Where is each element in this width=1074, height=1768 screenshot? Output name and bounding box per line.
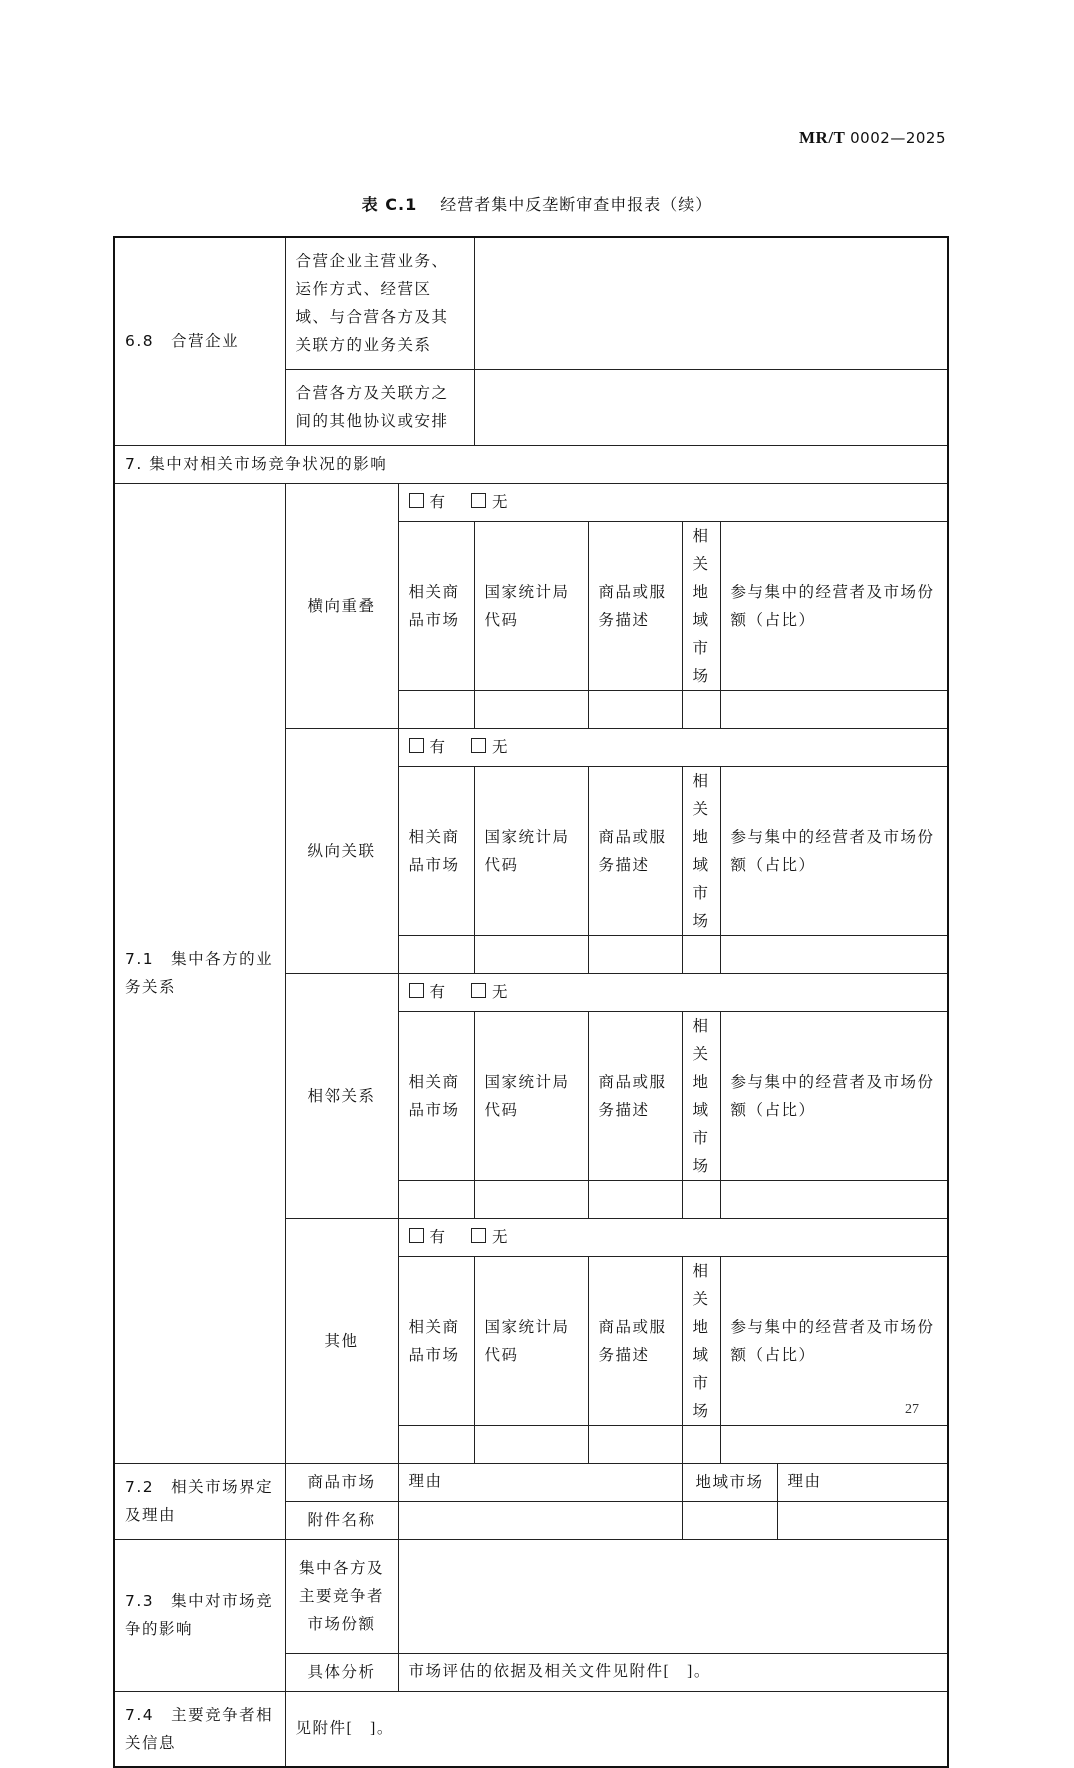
jv-business-value[interactable] xyxy=(474,237,948,369)
section-7-2-title: 7.2 相关市场界定及理由 xyxy=(114,1463,285,1539)
col-header-market-share: 参与集中的经营者及市场份额（占比） xyxy=(720,766,948,935)
section-7-4-title: 7.4 主要竞争者相关信息 xyxy=(114,1691,285,1767)
data-cell[interactable] xyxy=(720,1425,948,1463)
data-cell[interactable] xyxy=(398,935,474,973)
data-cell[interactable] xyxy=(720,690,948,728)
col-header-geo-market: 相关地域市场 xyxy=(682,766,720,935)
col-header-stats-code: 国家统计局代码 xyxy=(474,1011,588,1180)
caption-title: 经营者集中反垄断审查申报表（续） xyxy=(440,195,713,214)
checkbox-yes[interactable] xyxy=(409,738,447,756)
group-horizontal-overlap: 横向重叠 xyxy=(285,483,398,728)
col-header-geo-market: 相关地域市场 xyxy=(682,1011,720,1180)
declaration-form-table xyxy=(113,236,949,1768)
data-cell[interactable] xyxy=(682,935,720,973)
checkbox-yes-label: 有 xyxy=(429,738,447,756)
market-share-value[interactable] xyxy=(398,1539,948,1653)
market-share-label: 集中各方及主要竞争者市场份额 xyxy=(285,1539,398,1653)
standard-number xyxy=(799,128,946,148)
col-header-geo-market: 相关地域市场 xyxy=(682,521,720,690)
data-cell[interactable] xyxy=(720,935,948,973)
checkbox-no[interactable] xyxy=(471,1228,509,1246)
col-header-market-share: 参与集中的经营者及市场份额（占比） xyxy=(720,1011,948,1180)
jv-agreements-value[interactable] xyxy=(474,369,948,445)
standard-prefix: MR/T xyxy=(799,128,846,147)
jv-business-label: 合营企业主营业务、运作方式、经营区域、与合营各方及其关联方的业务关系 xyxy=(285,237,474,369)
product-market-reason[interactable]: 理由 xyxy=(398,1463,682,1501)
col-header-stats-code: 国家统计局代码 xyxy=(474,1256,588,1425)
analysis-text[interactable]: 市场评估的依据及相关文件见附件[ ]。 xyxy=(398,1653,948,1691)
standard-code: 0002—2025 xyxy=(850,129,946,147)
page-number: 27 xyxy=(905,1402,919,1417)
checkbox-no-label: 无 xyxy=(491,1228,509,1246)
data-cell[interactable] xyxy=(398,690,474,728)
checkbox-square-icon xyxy=(471,983,486,998)
checkbox-square-icon xyxy=(471,493,486,508)
checkbox-no[interactable] xyxy=(471,493,509,511)
data-cell[interactable] xyxy=(588,1425,682,1463)
table-caption xyxy=(0,192,1074,215)
data-cell[interactable] xyxy=(720,1180,948,1218)
section-7-1-title: 7.1 集中各方的业务关系 xyxy=(114,483,285,1463)
checkbox-square-icon xyxy=(409,738,424,753)
col-header-description: 商品或服务描述 xyxy=(588,1011,682,1180)
section-7-3-title: 7.3 集中对市场竞争的影响 xyxy=(114,1539,285,1691)
col-header-market-share: 参与集中的经营者及市场份额（占比） xyxy=(720,1256,948,1425)
overlap-checkboxes xyxy=(398,483,948,521)
col-header-product-market: 相关商品市场 xyxy=(398,1256,474,1425)
group-other: 其他 xyxy=(285,1218,398,1463)
data-cell[interactable] xyxy=(474,690,588,728)
caption-label: 表 C.1 xyxy=(361,195,418,214)
data-cell[interactable] xyxy=(474,1180,588,1218)
jv-agreements-label: 合营各方及关联方之间的其他协议或安排 xyxy=(285,369,474,445)
group-adjacent: 相邻关系 xyxy=(285,973,398,1218)
section-7-title: 7. 集中对相关市场竞争状况的影响 xyxy=(114,445,948,483)
checkbox-square-icon xyxy=(409,1228,424,1243)
data-cell[interactable] xyxy=(588,690,682,728)
data-cell[interactable] xyxy=(682,1180,720,1218)
col-header-description: 商品或服务描述 xyxy=(588,766,682,935)
adjacent-checkboxes xyxy=(398,973,948,1011)
col-header-geo-market: 相关地域市场 xyxy=(682,1256,720,1425)
attachment-name-cell[interactable] xyxy=(398,1501,682,1539)
competitor-info-text[interactable]: 见附件[ ]。 xyxy=(285,1691,948,1767)
checkbox-yes[interactable] xyxy=(409,1228,447,1246)
checkbox-yes-label: 有 xyxy=(429,983,447,1001)
col-header-stats-code: 国家统计局代码 xyxy=(474,766,588,935)
other-checkboxes xyxy=(398,1218,948,1256)
col-header-product-market: 相关商品市场 xyxy=(398,521,474,690)
data-cell[interactable] xyxy=(398,1425,474,1463)
col-header-product-market: 相关商品市场 xyxy=(398,1011,474,1180)
checkbox-square-icon xyxy=(471,738,486,753)
data-cell[interactable] xyxy=(588,1180,682,1218)
product-market-label: 商品市场 xyxy=(285,1463,398,1501)
col-header-description: 商品或服务描述 xyxy=(588,521,682,690)
checkbox-yes-label: 有 xyxy=(429,1228,447,1246)
col-header-product-market: 相关商品市场 xyxy=(398,766,474,935)
geo-market-label: 地域市场 xyxy=(682,1463,777,1501)
section-6-8-title: 6.8 合营企业 xyxy=(114,237,285,445)
attachment-name-cell[interactable] xyxy=(682,1501,777,1539)
checkbox-no-label: 无 xyxy=(491,983,509,1001)
vertical-checkboxes xyxy=(398,728,948,766)
data-cell[interactable] xyxy=(474,1425,588,1463)
checkbox-no-label: 无 xyxy=(491,738,509,756)
checkbox-yes-label: 有 xyxy=(429,493,447,511)
analysis-label: 具体分析 xyxy=(285,1653,398,1691)
checkbox-yes[interactable] xyxy=(409,493,447,511)
checkbox-square-icon xyxy=(409,493,424,508)
checkbox-no[interactable] xyxy=(471,983,509,1001)
geo-market-reason[interactable]: 理由 xyxy=(777,1463,948,1501)
data-cell[interactable] xyxy=(588,935,682,973)
data-cell[interactable] xyxy=(398,1180,474,1218)
data-cell[interactable] xyxy=(474,935,588,973)
checkbox-no-label: 无 xyxy=(491,493,509,511)
col-header-stats-code: 国家统计局代码 xyxy=(474,521,588,690)
group-vertical-link: 纵向关联 xyxy=(285,728,398,973)
attachment-name-label: 附件名称 xyxy=(285,1501,398,1539)
checkbox-square-icon xyxy=(409,983,424,998)
attachment-name-cell[interactable] xyxy=(777,1501,948,1539)
col-header-market-share: 参与集中的经营者及市场份额（占比） xyxy=(720,521,948,690)
data-cell[interactable] xyxy=(682,1425,720,1463)
col-header-description: 商品或服务描述 xyxy=(588,1256,682,1425)
checkbox-yes[interactable] xyxy=(409,983,447,1001)
checkbox-no[interactable] xyxy=(471,738,509,756)
checkbox-square-icon xyxy=(471,1228,486,1243)
data-cell[interactable] xyxy=(682,690,720,728)
